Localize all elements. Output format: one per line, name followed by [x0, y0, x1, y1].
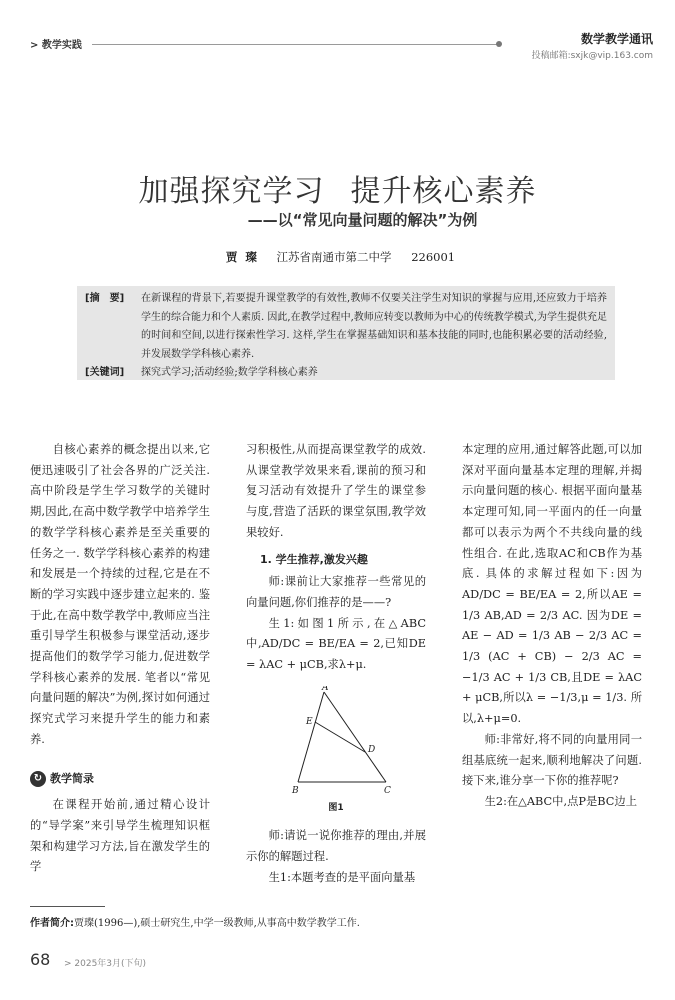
author-affiliation: 江苏省南通市第二中学 — [276, 250, 392, 264]
submission-email: 投稿邮箱:sxjk@vip.163.com — [531, 51, 653, 61]
abstract-row — [85, 290, 607, 364]
page-number: 68 — [30, 950, 51, 969]
keywords-row — [85, 364, 607, 383]
postal-code: 226001 — [411, 250, 456, 264]
author-bio — [30, 914, 360, 929]
segment-de — [315, 722, 365, 752]
body-column-2 — [246, 440, 426, 889]
solution-paragraph: 本定理的应用,通过解答此题,可以加深对平面向量基本定理的理解,并揭示向量问题的核心. 根据平面向量基本定理可知,同一平面内的任一向量都可以表示为两个不共线向量的线性组合. 在此,选取AC和CB作为基底. 具体的求解过程如下:因为AD/DC = BE/EA = 2,所以AE = 1/3 AB,AD = 2/3 AC. 因为DE = AE − AD = 1/3 AB − 2/3 AC = 1/3 (AC + CB) − 2/3 AC = −1/3 AC + 1/3 CB,且DE = λAC + μCB,所以λ = −1/3,μ = 1/3. 所以,λ+μ=0. — [462, 443, 642, 726]
keywords-text: 探究式学习;活动经验;数学学科核心素养 — [141, 367, 318, 378]
abstract-label: [摘 要] — [85, 293, 125, 304]
article-subtitle: ——以“常见向量问题的解决”为例 — [247, 211, 478, 229]
label-b: B — [292, 785, 299, 796]
title-part-1: 加强探究学习 — [138, 174, 325, 209]
article-title — [0, 166, 675, 210]
footnote-rule — [30, 906, 105, 907]
paragraph: 生1:本题考查的是平面向量基 — [268, 870, 416, 884]
journal-block — [532, 30, 653, 61]
paragraph: 生2:在△ABC中,点P是BC边上 — [484, 794, 638, 808]
section-tag: > 教学实践 — [30, 40, 82, 51]
problem-statement: 生1:如图1所示,在△ABC中,AD/DC = BE/EA = 2,已知DE = λAC + μCB,求λ+μ. — [246, 616, 426, 672]
paragraph: 习积极性,从而提高课堂教学的成效. 从课堂教学效果来看,课前的预习和复习活动有效提升了学生的课堂参与度,营造了活跃的课堂氛围,教学效果较好. — [246, 443, 426, 539]
title-part-2: 提升核心素养 — [350, 174, 537, 209]
section-heading — [30, 769, 210, 790]
paragraph: 师:请说一说你推荐的理由,并展示你的解题过程. — [246, 829, 426, 864]
intro-paragraph: 自核心素养的概念提出以来,它便迅速吸引了社会各界的广泛关注. 高中阶段是学生学习数学的关键时期,因此,在高中数学教学中培养学生的数学学科核心素养是至关重要的任务之一. 数学学科核心素养的构建和发展是一个持续的过程,它是在不断的学习实践中逐步建立起来的. 鉴于此,在高中数学教学中,教师应当注重引导学生积极参与课堂活动,逐步提高他们的数学学习能力,促进数学学科核心素养的发展. 笔者以“常见向量问题的解决”为例,探讨如何通过探究式学习来提升学生的能力和素养. — [30, 443, 210, 746]
journal-name: 数学教学通讯 — [580, 32, 653, 46]
author-bio-text: 贾璨(1996—),硕士研究生,中学一级教师,从事高中数学教学工作. — [74, 918, 360, 929]
body-column-1 — [30, 440, 210, 878]
section-title: 教学简录 — [50, 771, 94, 785]
section-arrow-icon: ↻ — [30, 771, 46, 787]
side-ac — [324, 692, 386, 782]
author-line — [0, 249, 675, 265]
label-c: C — [384, 785, 391, 796]
abstract-box — [77, 286, 615, 380]
label-e: E — [306, 716, 313, 727]
abstract-text: 在新课程的背景下,若要提升课堂教学的有效性,教师不仅要关注学生对知识的掌握与应用,还应致力于培养学生的综合能力和个人素质. 因此,在教学过程中,教师应转变以教师为中心的传统教学模式,为学生提供充足的时间和空间,以进行探索性学习. 这样,学生在掌握基础知识和基本技能的同时,也能积累必要的活动经验,并发展数学学科核心素养. — [141, 293, 607, 360]
label-a: A — [322, 685, 329, 693]
paragraph: 师:课前让大家推荐一些常见的向量问题,你们推荐的是——? — [246, 575, 426, 609]
header-dot — [496, 41, 502, 47]
header-divider — [92, 44, 497, 45]
body-column-3 — [462, 440, 642, 813]
author-name: 贾璨 — [225, 250, 265, 264]
paragraph: 师:非常好,将不同的向量用同一组基底统一起来,顺利地解决了问题. 接下来,谁分享一下你的推荐呢? — [462, 732, 642, 788]
author-bio-label: 作者简介: — [30, 918, 74, 929]
keywords-label: [关键词] — [85, 367, 125, 378]
side-ab — [298, 692, 324, 782]
issue-date: > 2025年3月(下旬) — [64, 959, 147, 969]
label-d: D — [368, 744, 376, 755]
paragraph: 在课程开始前,通过精心设计的“导学案”来引导学生梳理知识框架和构建学习方法,旨在激发学生的学 — [30, 798, 210, 874]
header-rule-group — [30, 36, 500, 50]
figure-1 — [246, 686, 426, 796]
subsection-heading: 1. 学生推荐,激发兴趣 — [260, 552, 368, 566]
figure-caption: 图1 — [328, 802, 344, 813]
triangle-diagram — [246, 686, 426, 796]
